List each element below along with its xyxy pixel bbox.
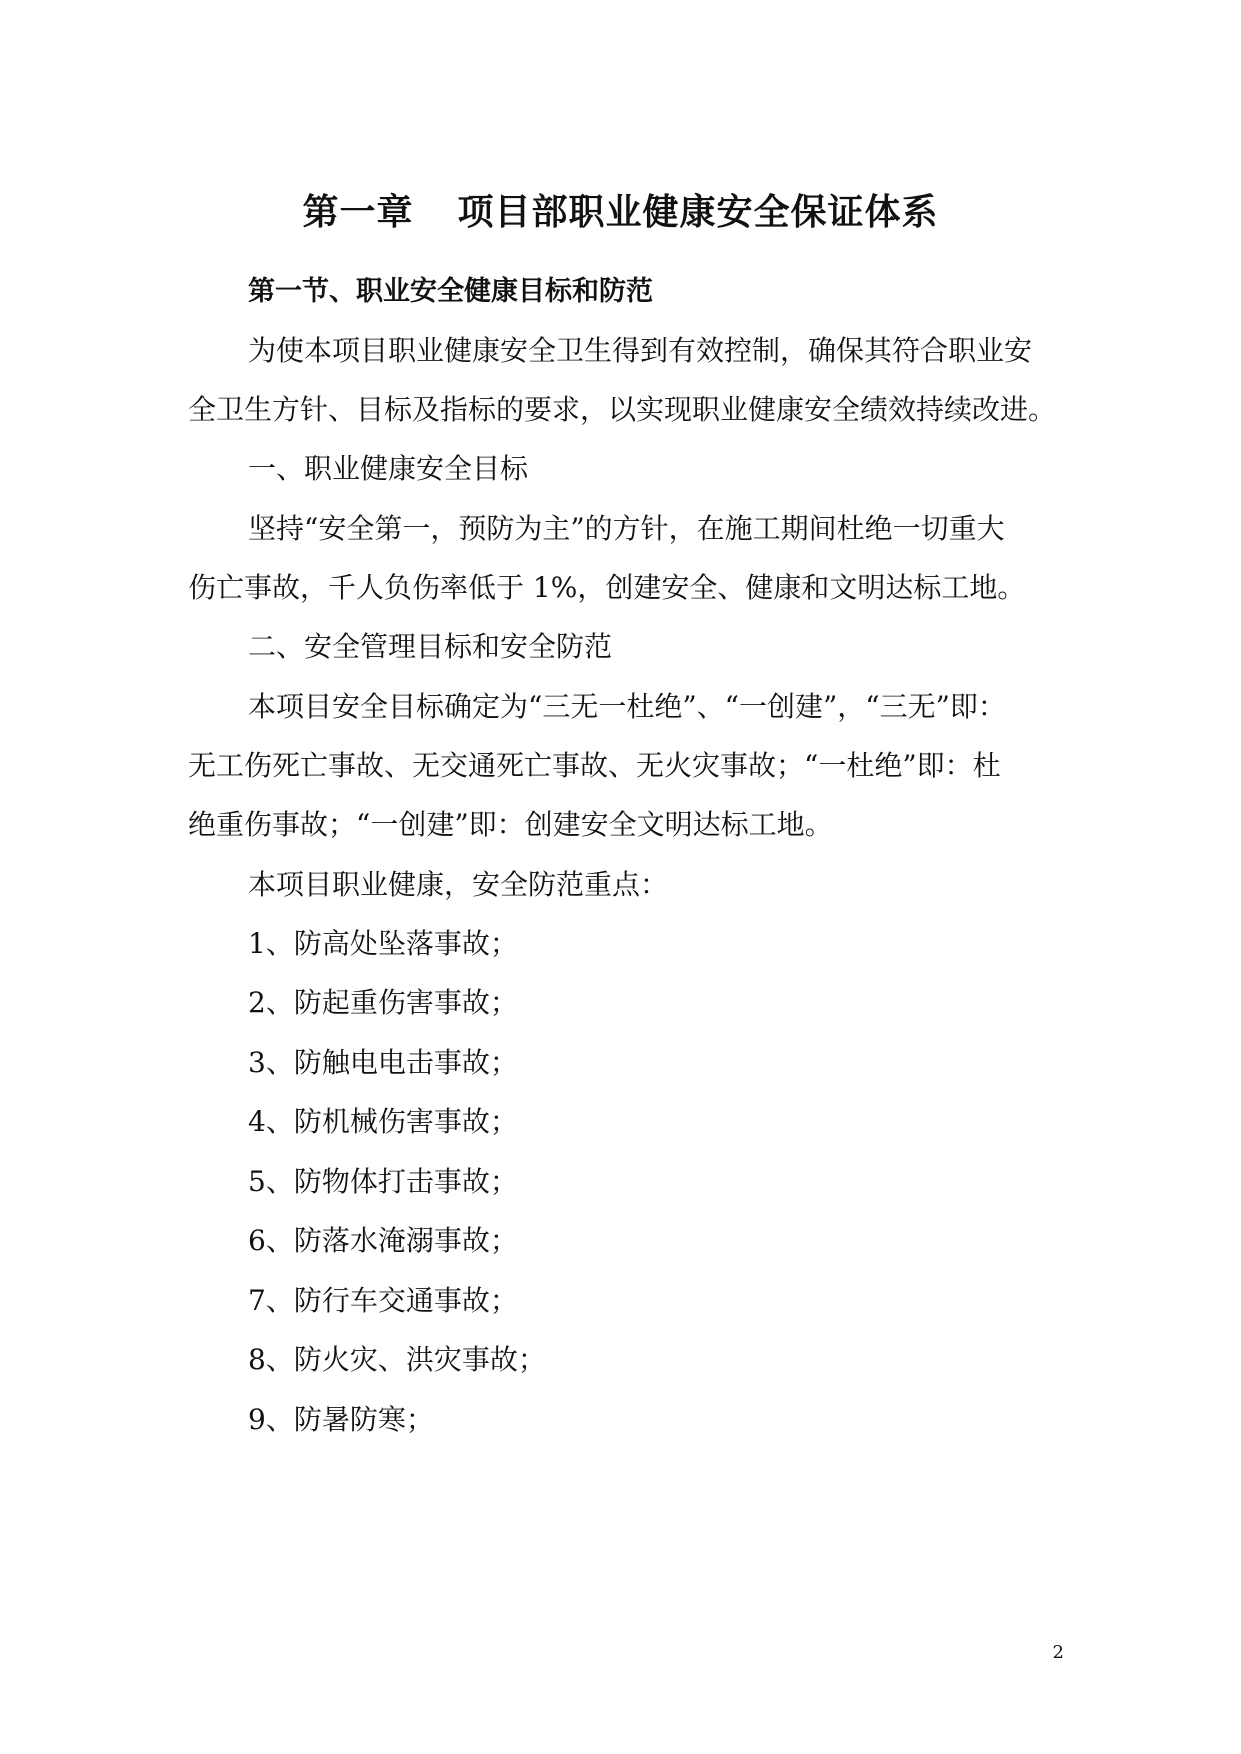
paragraph-line: 绝重伤事故；“一创建”即：创建安全文明达标工地。 xyxy=(188,808,833,841)
list-item: 2、防起重伤害事故； xyxy=(248,986,518,1019)
chapter-title xyxy=(0,190,1241,236)
paragraph-line: 本项目安全目标确定为“三无一杜绝”、“一创建”，“三无”即： xyxy=(248,690,1006,723)
paragraph-line: 坚持“安全第一，预防为主”的方针，在施工期间杜绝一切重大 xyxy=(248,512,1005,545)
list-item: 5、防物体打击事故； xyxy=(248,1165,518,1198)
page-number: 2 xyxy=(1052,1642,1064,1663)
list-item: 4、防机械伤害事故； xyxy=(248,1105,518,1138)
list-item: 9、防暑防寒； xyxy=(248,1403,434,1436)
paragraph-line: 全卫生方针、目标及指标的要求，以实现职业健康安全绩效持续改进。 xyxy=(188,393,1057,426)
paragraph-line: 本项目职业健康，安全防范重点： xyxy=(248,868,669,901)
list-item: 1、防高处坠落事故； xyxy=(248,927,518,960)
paragraph-line: 为使本项目职业健康安全卫生得到有效控制，确保其符合职业安 xyxy=(248,334,1033,367)
chapter-name: 项目部职业健康安全保证体系 xyxy=(457,192,939,233)
chapter-number: 第一章 xyxy=(302,192,414,233)
subheading-occupational-health-goals: 一、职业健康安全目标 xyxy=(248,452,529,485)
list-item: 8、防火灾、洪灾事故； xyxy=(248,1343,546,1376)
list-item: 3、防触电电击事故； xyxy=(248,1046,518,1079)
section-title: 第一节、职业安全健康目标和防范 xyxy=(248,276,653,307)
list-item: 7、防行车交通事故； xyxy=(248,1284,518,1317)
subheading-safety-management-goals: 二、安全管理目标和安全防范 xyxy=(248,630,613,663)
paragraph-line: 无工伤死亡事故、无交通死亡事故、无火灾事故；“一杜绝”即：杜 xyxy=(188,749,1001,782)
list-item: 6、防落水淹溺事故； xyxy=(248,1224,518,1257)
paragraph-line: 伤亡事故，千人负伤率低于 1%，创建安全、健康和文明达标工地。 xyxy=(188,571,1026,604)
